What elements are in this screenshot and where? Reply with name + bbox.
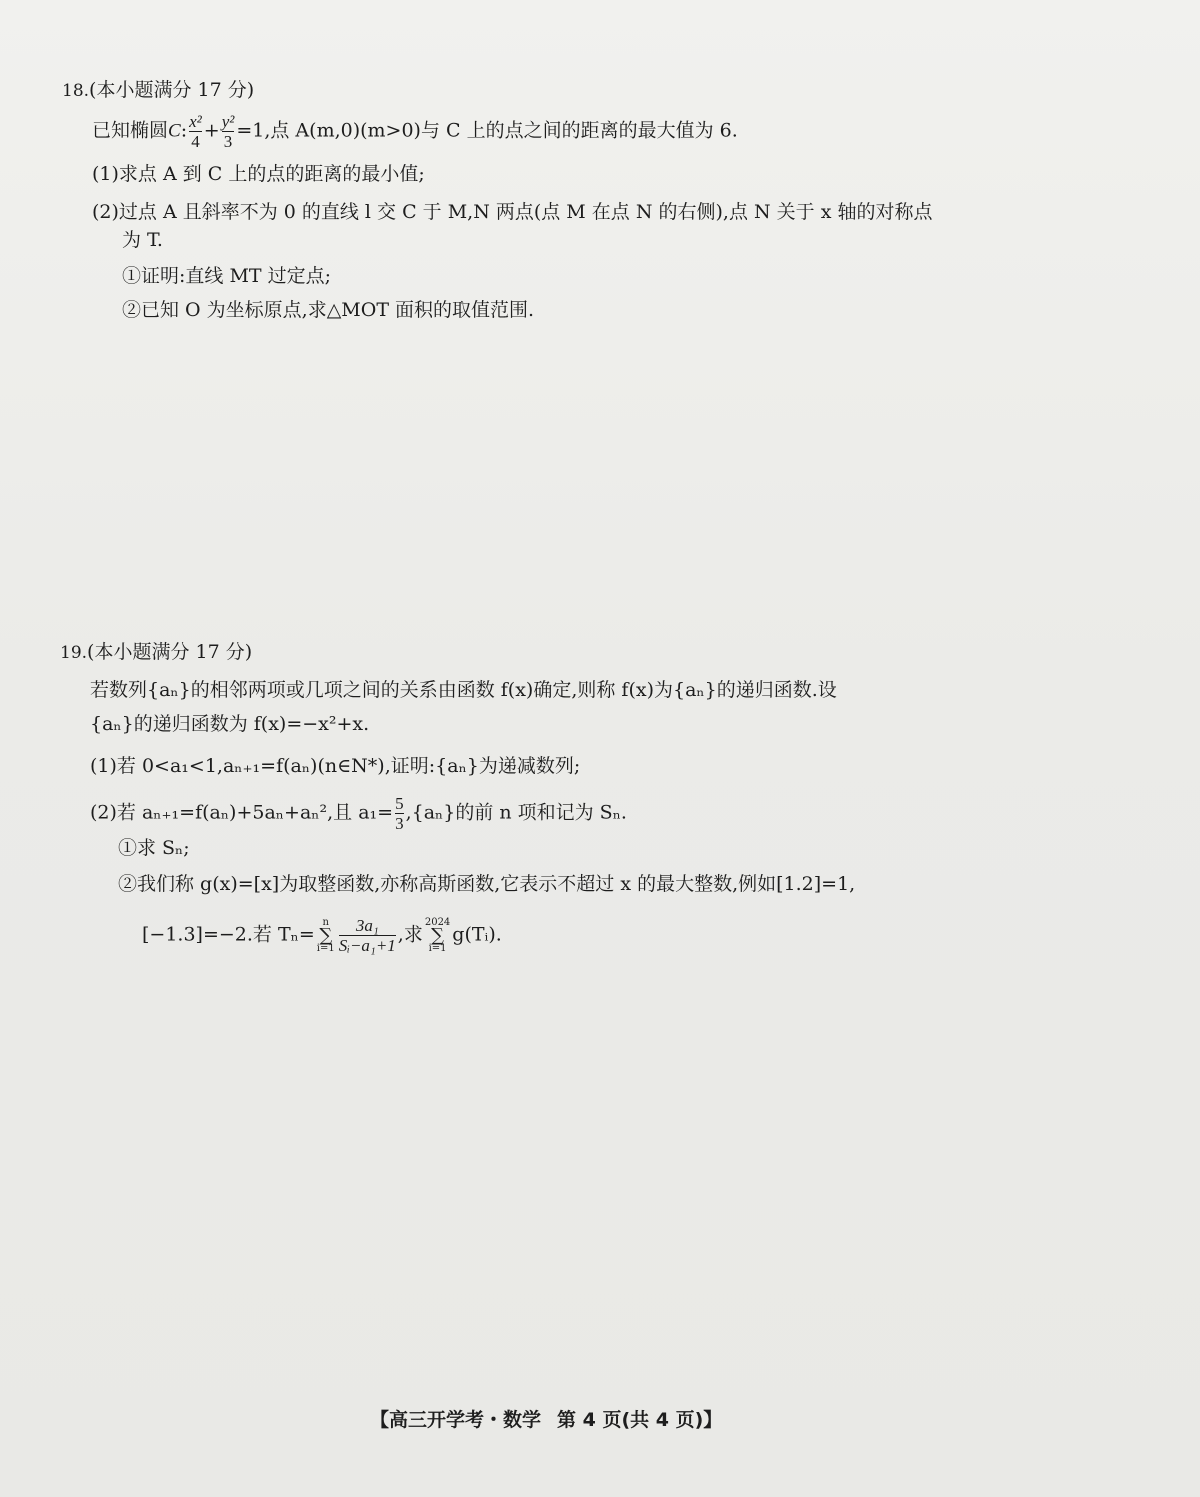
q19-header [60,638,252,667]
page-footer [370,1405,722,1432]
fraction-x2-4 [189,112,202,151]
frac-numerator: y² [221,112,235,131]
q19-part2-prefix: (2)若 aₙ₊₁=f(aₙ)+5aₙ+aₙ²,且 a₁= [90,801,394,824]
q18-part2-line2: 为 T. [122,229,163,251]
q18-score: (本小题满分 17 分) [89,79,255,101]
q19-intro-line1: 若数列{aₙ}的相邻两项或几项之间的关系由函数 f(x)确定,则称 f(x)为{aₙ}的递归函数.设 [90,679,837,701]
q18-header [62,76,254,105]
q19-score: (本小题满分 17 分) [87,641,253,663]
q19-sub2-suffix: g(Tᵢ). [452,923,502,946]
frac-denominator: Sᵢ−a₁+1 [338,936,396,955]
q18-sub1: ①证明:直线 MT 过定点; [122,265,332,287]
summation-2024 [425,918,450,954]
sum-upper: 2024 [424,916,451,928]
fraction-y2-3 [222,112,235,151]
frac-denominator: 4 [189,131,202,151]
q19-sub2-line1: ②我们称 g(x)=[x]为取整函数,亦称高斯函数,它表示不超过 x 的最大整数,例如[1.2]=1, [118,873,856,895]
frac-denominator: 3 [395,814,404,833]
q19-sub1: ①求 Sₙ; [118,837,190,859]
footer-page-number: 第 4 页(共 4 页)】 [557,1409,723,1431]
fraction-tn [339,916,396,955]
q18-intro-suffix: =1,点 A(m,0)(m>0)与 C 上的点之间的距离的最大值为 6. [236,119,738,142]
q19-sub2-line2 [142,916,502,955]
q18-part2-line1: (2)过点 A 且斜率不为 0 的直线 l 交 C 于 M,N 两点(点 M 在点 N 的右侧),点 N 关于 x 轴的对称点 [92,201,933,223]
summation-n [317,918,335,954]
sigma-symbol: ∑ [431,924,444,946]
q19-part2-suffix: ,{aₙ}的前 n 项和记为 Sₙ. [405,801,627,824]
frac-numerator: 5 [395,794,404,813]
q19-part1: (1)若 0<a₁<1,aₙ₊₁=f(aₙ)(n∈N*),证明:{aₙ}为递减数列; [90,755,581,777]
frac-numerator: 3a₁ [355,916,379,935]
q18-part1: (1)求点 A 到 C 上的点的距离的最小值; [92,163,425,185]
ellipse-name: C [168,120,181,142]
q19-sub2-mid: ,求 [397,923,423,946]
sum-lower: i=1 [428,942,447,954]
q19-number: 19. [60,643,88,663]
footer-title: 【高三开学考・数学 [370,1409,542,1431]
q18-sub2: ②已知 O 为坐标原点,求△MOT 面积的取值范围. [122,299,535,321]
sum-upper: n [322,916,329,928]
q18-number: 18. [62,81,90,101]
q19-sub2-prefix: [−1.3]=−2.若 Tₙ= [142,923,315,946]
frac-denominator: 3 [222,131,235,151]
q19-part2 [90,794,627,833]
q18-intro-prefix: 已知椭圆 [92,119,169,142]
sum-lower: i=1 [316,942,335,954]
q18-intro: 已知椭圆C: $\frac{\text{x²}}{4}$ + $\frac{\text{y²}}{3}$ =1,点 A(m,0)(m>0)与 C 上的点之间的距离的最大值为 6. [92,112,738,151]
sigma-symbol: ∑ [319,924,333,946]
frac-numerator: x² [189,112,202,131]
q19-intro-line2: {aₙ}的递归函数为 f(x)=−x²+x. [90,713,370,735]
fraction-a1 [395,794,404,833]
